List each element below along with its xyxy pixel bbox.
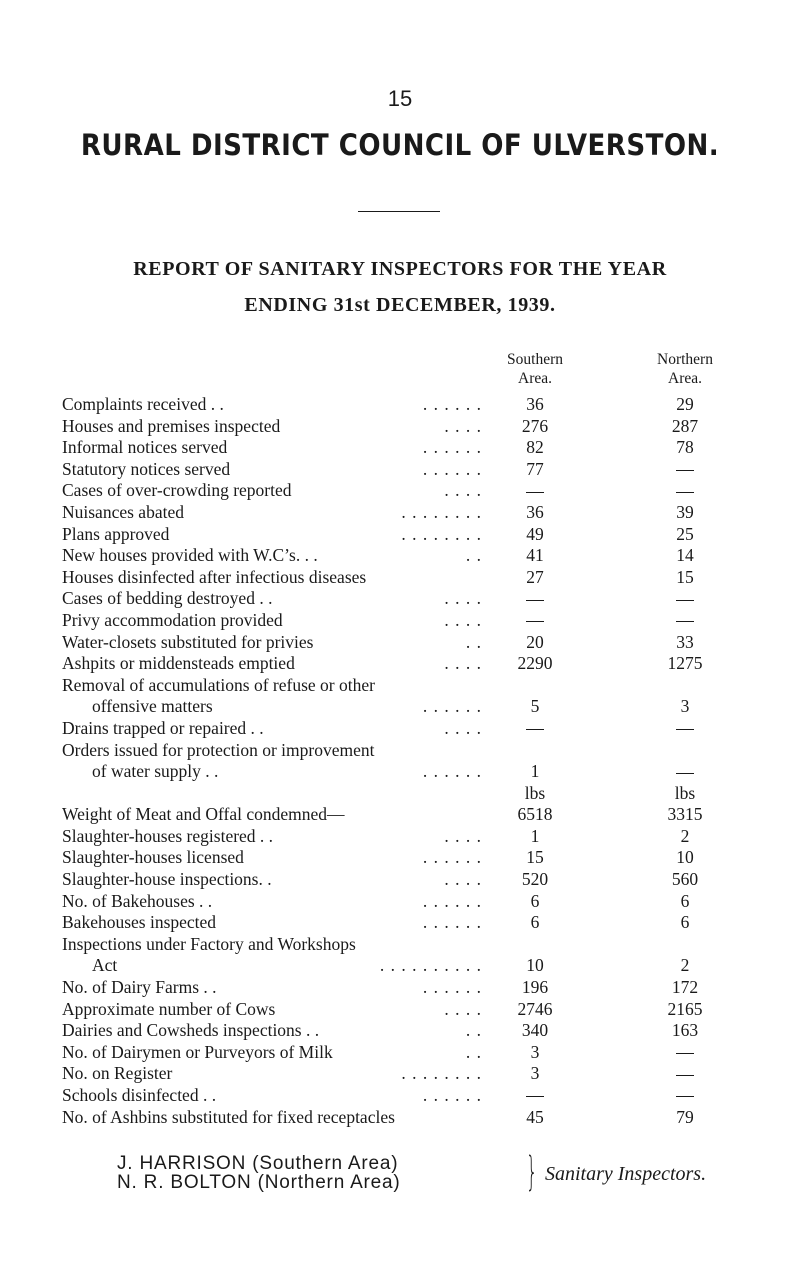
row-label: Drains trapped or repaired . . <box>62 717 264 738</box>
southern-value: 6 <box>530 890 540 911</box>
table-row <box>0 718 800 740</box>
signature-block <box>117 1154 401 1192</box>
southern-value: 1 <box>530 825 540 846</box>
row-label: Dairies and Cowsheds inspections . . <box>62 1020 320 1041</box>
row-label: Plans approved <box>62 523 170 544</box>
row-label: offensive matters <box>92 696 213 717</box>
row-label: Informal notices served <box>62 437 228 458</box>
table-row <box>0 869 800 891</box>
leader-dots: . . . . . . <box>422 847 482 868</box>
table-row <box>0 804 800 826</box>
dash-mark <box>676 600 694 601</box>
dash-mark <box>676 621 694 622</box>
leader-dots: . . . . <box>444 825 482 846</box>
leader-dots: . . . . <box>444 588 482 609</box>
southern-value: 196 <box>521 977 549 998</box>
table-row <box>0 1107 800 1129</box>
row-label: No. of Dairy Farms . . <box>62 977 217 998</box>
table-row <box>0 416 800 438</box>
row-label: Act <box>92 955 118 976</box>
northern-value: 2165 <box>667 998 703 1019</box>
row-label: Inspections under Factory and Workshops <box>62 933 356 954</box>
leader-dots: . . . . . . <box>422 1085 482 1105</box>
leader-dots: . . . . . . . . . . <box>379 955 482 976</box>
northern-value: 25 <box>676 523 694 544</box>
northern-value: 15 <box>676 566 694 587</box>
northern-value: 172 <box>671 977 699 998</box>
row-label: Approximate number of Cows <box>62 998 276 1019</box>
leader-dots: . . <box>465 1020 482 1041</box>
leader-dots: . . . . <box>444 998 482 1019</box>
leader-dots: . . . . . . . . <box>401 501 482 522</box>
southern-value: 2290 <box>517 653 553 674</box>
page-number: 15 <box>387 86 413 111</box>
southern-value: 10 <box>526 955 544 976</box>
dash-mark <box>676 729 694 730</box>
northern-value: 163 <box>671 1020 699 1041</box>
table-row <box>0 847 800 869</box>
northern-value: 287 <box>671 415 699 436</box>
row-label: Water-closets substituted for privies <box>62 631 314 652</box>
row-label: Slaughter-houses registered . . <box>62 825 274 846</box>
table-row <box>0 675 800 697</box>
leader-dots: . . . . . . <box>422 890 482 911</box>
signature-brace: } <box>526 1149 538 1195</box>
table-row <box>0 1085 800 1107</box>
southern-value: 6 <box>530 912 540 933</box>
southern-value: 5 <box>530 696 540 717</box>
southern-value <box>480 480 590 502</box>
row-label: Ashpits or middensteads emptied <box>62 653 295 674</box>
table-row <box>0 632 800 654</box>
southern-value: 3 <box>530 1063 540 1084</box>
southern-value: 15 <box>526 847 544 868</box>
table-row <box>0 437 800 459</box>
row-label: Slaughter-house inspections. . <box>62 869 272 890</box>
northern-value: 6 <box>680 912 690 933</box>
northern-value <box>630 480 740 502</box>
northern-value: 2 <box>680 955 690 976</box>
dash-mark <box>526 729 544 730</box>
northern-value: 2 <box>680 825 690 846</box>
leader-dots: . . <box>465 545 482 566</box>
row-label: Bakehouses inspected <box>62 912 217 933</box>
report-subtitle-line-1: REPORT OF SANITARY INSPECTORS FOR THE YEAR <box>133 258 667 280</box>
dash-mark <box>526 1096 544 1097</box>
row-label: No. of Dairymen or Purveyors of Milk <box>62 1041 333 1062</box>
leader-dots: . . . . <box>444 415 482 436</box>
southern-value: 6518 <box>517 804 553 825</box>
signature-title: Sanitary Inspectors. <box>545 1163 707 1185</box>
leader-dots: . . . . <box>444 609 482 630</box>
table-row <box>0 394 800 416</box>
southern-value: 520 <box>521 869 549 890</box>
dash-mark <box>676 773 694 774</box>
leader-dots: . . . . . . . . <box>401 1063 482 1084</box>
table-row <box>0 524 800 546</box>
leader-dots: . . . . . . <box>422 458 482 479</box>
northern-value: 79 <box>676 1106 694 1127</box>
dash-mark <box>526 600 544 601</box>
northern-value: 33 <box>676 631 694 652</box>
table-row <box>0 826 800 848</box>
leader-dots: . . . . <box>444 480 482 501</box>
table-row <box>0 1020 800 1042</box>
southern-value: 27 <box>526 566 544 587</box>
southern-value: 82 <box>526 437 544 458</box>
row-label: Cases of bedding destroyed . . <box>62 588 273 609</box>
southern-value: 20 <box>526 631 544 652</box>
row-label: Cases of over-crowding reported <box>62 480 292 501</box>
table-row <box>0 912 800 934</box>
dash-mark <box>526 492 544 493</box>
report-subtitle-line-2: ENDING 31st DECEMBER, 1939. <box>244 294 556 316</box>
table-row <box>0 1063 800 1085</box>
dash-mark <box>676 1096 694 1097</box>
dash-mark <box>676 1053 694 1054</box>
column-header-northern: Northern Area. <box>657 351 713 387</box>
table-row <box>0 955 800 977</box>
table-row <box>0 502 800 524</box>
southern-value: 3 <box>530 1041 540 1062</box>
southern-value: 1 <box>530 761 540 782</box>
northern-value <box>630 718 740 740</box>
row-label: of water supply . . <box>92 761 219 782</box>
row-label: No. of Ashbins substituted for fixed receptacles <box>62 1106 395 1127</box>
southern-value <box>480 588 590 610</box>
table-row <box>0 977 800 999</box>
leader-dots: . . . . . . <box>422 696 482 717</box>
southern-value: 36 <box>526 394 544 414</box>
northern-value: 39 <box>676 501 694 522</box>
northern-value: 3 <box>680 696 690 717</box>
leader-dots: . . . . . . <box>422 437 482 458</box>
table-row <box>0 740 800 762</box>
northern-value <box>630 610 740 632</box>
table-row <box>0 934 800 956</box>
table-row <box>0 588 800 610</box>
column-header-southern: Southern Area. <box>507 351 563 387</box>
southern-value: 49 <box>526 523 544 544</box>
row-label: New houses provided with W.C’s. . . <box>62 545 318 566</box>
table-row <box>0 1042 800 1064</box>
table-row <box>0 567 800 589</box>
southern-value: 340 <box>521 1020 549 1041</box>
table-row <box>0 891 800 913</box>
dash-mark <box>676 492 694 493</box>
table-row <box>0 696 800 718</box>
row-label: Slaughter-houses licensed <box>62 847 244 868</box>
leader-dots: . . <box>465 631 482 652</box>
leader-dots: . . . . . . <box>422 912 482 933</box>
leader-dots: . . . . . . <box>422 394 482 414</box>
row-label: Schools disinfected . . <box>62 1085 217 1105</box>
northern-value: 78 <box>676 437 694 458</box>
northern-value: lbs <box>674 782 696 803</box>
leader-dots: . . . . . . <box>422 977 482 998</box>
statistics-table <box>0 394 800 1128</box>
northern-value <box>630 761 740 783</box>
northern-value: 560 <box>671 869 699 890</box>
northern-value: 14 <box>676 545 694 566</box>
southern-value <box>480 610 590 632</box>
leader-dots: . . . . <box>444 653 482 674</box>
leader-dots: . . . . . . . . <box>401 523 482 544</box>
signature-northern: N. R. BOLTON (Northern Area) <box>117 1172 401 1193</box>
table-row <box>0 480 800 502</box>
row-label: Complaints received . . <box>62 394 224 414</box>
northern-value <box>630 459 740 481</box>
northern-value: 29 <box>676 394 694 414</box>
signature-southern: J. HARRISON (Southern Area) <box>117 1153 399 1174</box>
row-label: Removal of accumulations of refuse or other <box>62 674 375 695</box>
table-row <box>0 999 800 1021</box>
southern-value: lbs <box>524 782 546 803</box>
northern-value <box>630 1042 740 1064</box>
table-row <box>0 459 800 481</box>
row-label: Nuisances abated <box>62 501 184 522</box>
page-title: RURAL DISTRICT COUNCIL OF ULVERSTON. <box>80 128 720 162</box>
leader-dots: . . . . . . <box>422 761 482 782</box>
southern-value: 36 <box>526 501 544 522</box>
row-label: No. on Register <box>62 1063 173 1084</box>
table-row <box>0 653 800 675</box>
northern-value <box>630 1063 740 1085</box>
table-row <box>0 545 800 567</box>
table-row <box>0 761 800 783</box>
row-label: Orders issued for protection or improvement <box>62 739 375 760</box>
row-label: Weight of Meat and Offal condemned— <box>62 804 345 825</box>
northern-value <box>630 1085 740 1107</box>
row-label: No. of Bakehouses . . <box>62 890 213 911</box>
row-label: Houses disinfected after infectious diseases <box>62 566 367 587</box>
southern-value: 41 <box>526 545 544 566</box>
title-rule <box>358 211 440 212</box>
row-label: Houses and premises inspected <box>62 415 281 436</box>
row-label: Privy accommodation provided <box>62 609 283 630</box>
northern-value: 1275 <box>667 653 703 674</box>
southern-value <box>480 1085 590 1107</box>
dash-mark <box>676 470 694 471</box>
southern-value <box>480 718 590 740</box>
leader-dots: . . <box>465 1041 482 1062</box>
dash-mark <box>676 1075 694 1076</box>
southern-value: 276 <box>521 415 549 436</box>
table-row <box>0 610 800 632</box>
southern-value: 45 <box>526 1106 544 1127</box>
table-row <box>0 783 800 805</box>
row-label: Statutory notices served <box>62 458 231 479</box>
northern-value <box>630 588 740 610</box>
leader-dots: . . . . <box>444 869 482 890</box>
leader-dots: . . . . <box>444 717 482 738</box>
dash-mark <box>526 621 544 622</box>
southern-value: 77 <box>526 458 544 479</box>
southern-value: 2746 <box>517 998 553 1019</box>
northern-value: 6 <box>680 890 690 911</box>
northern-value: 10 <box>676 847 694 868</box>
northern-value: 3315 <box>667 804 703 825</box>
